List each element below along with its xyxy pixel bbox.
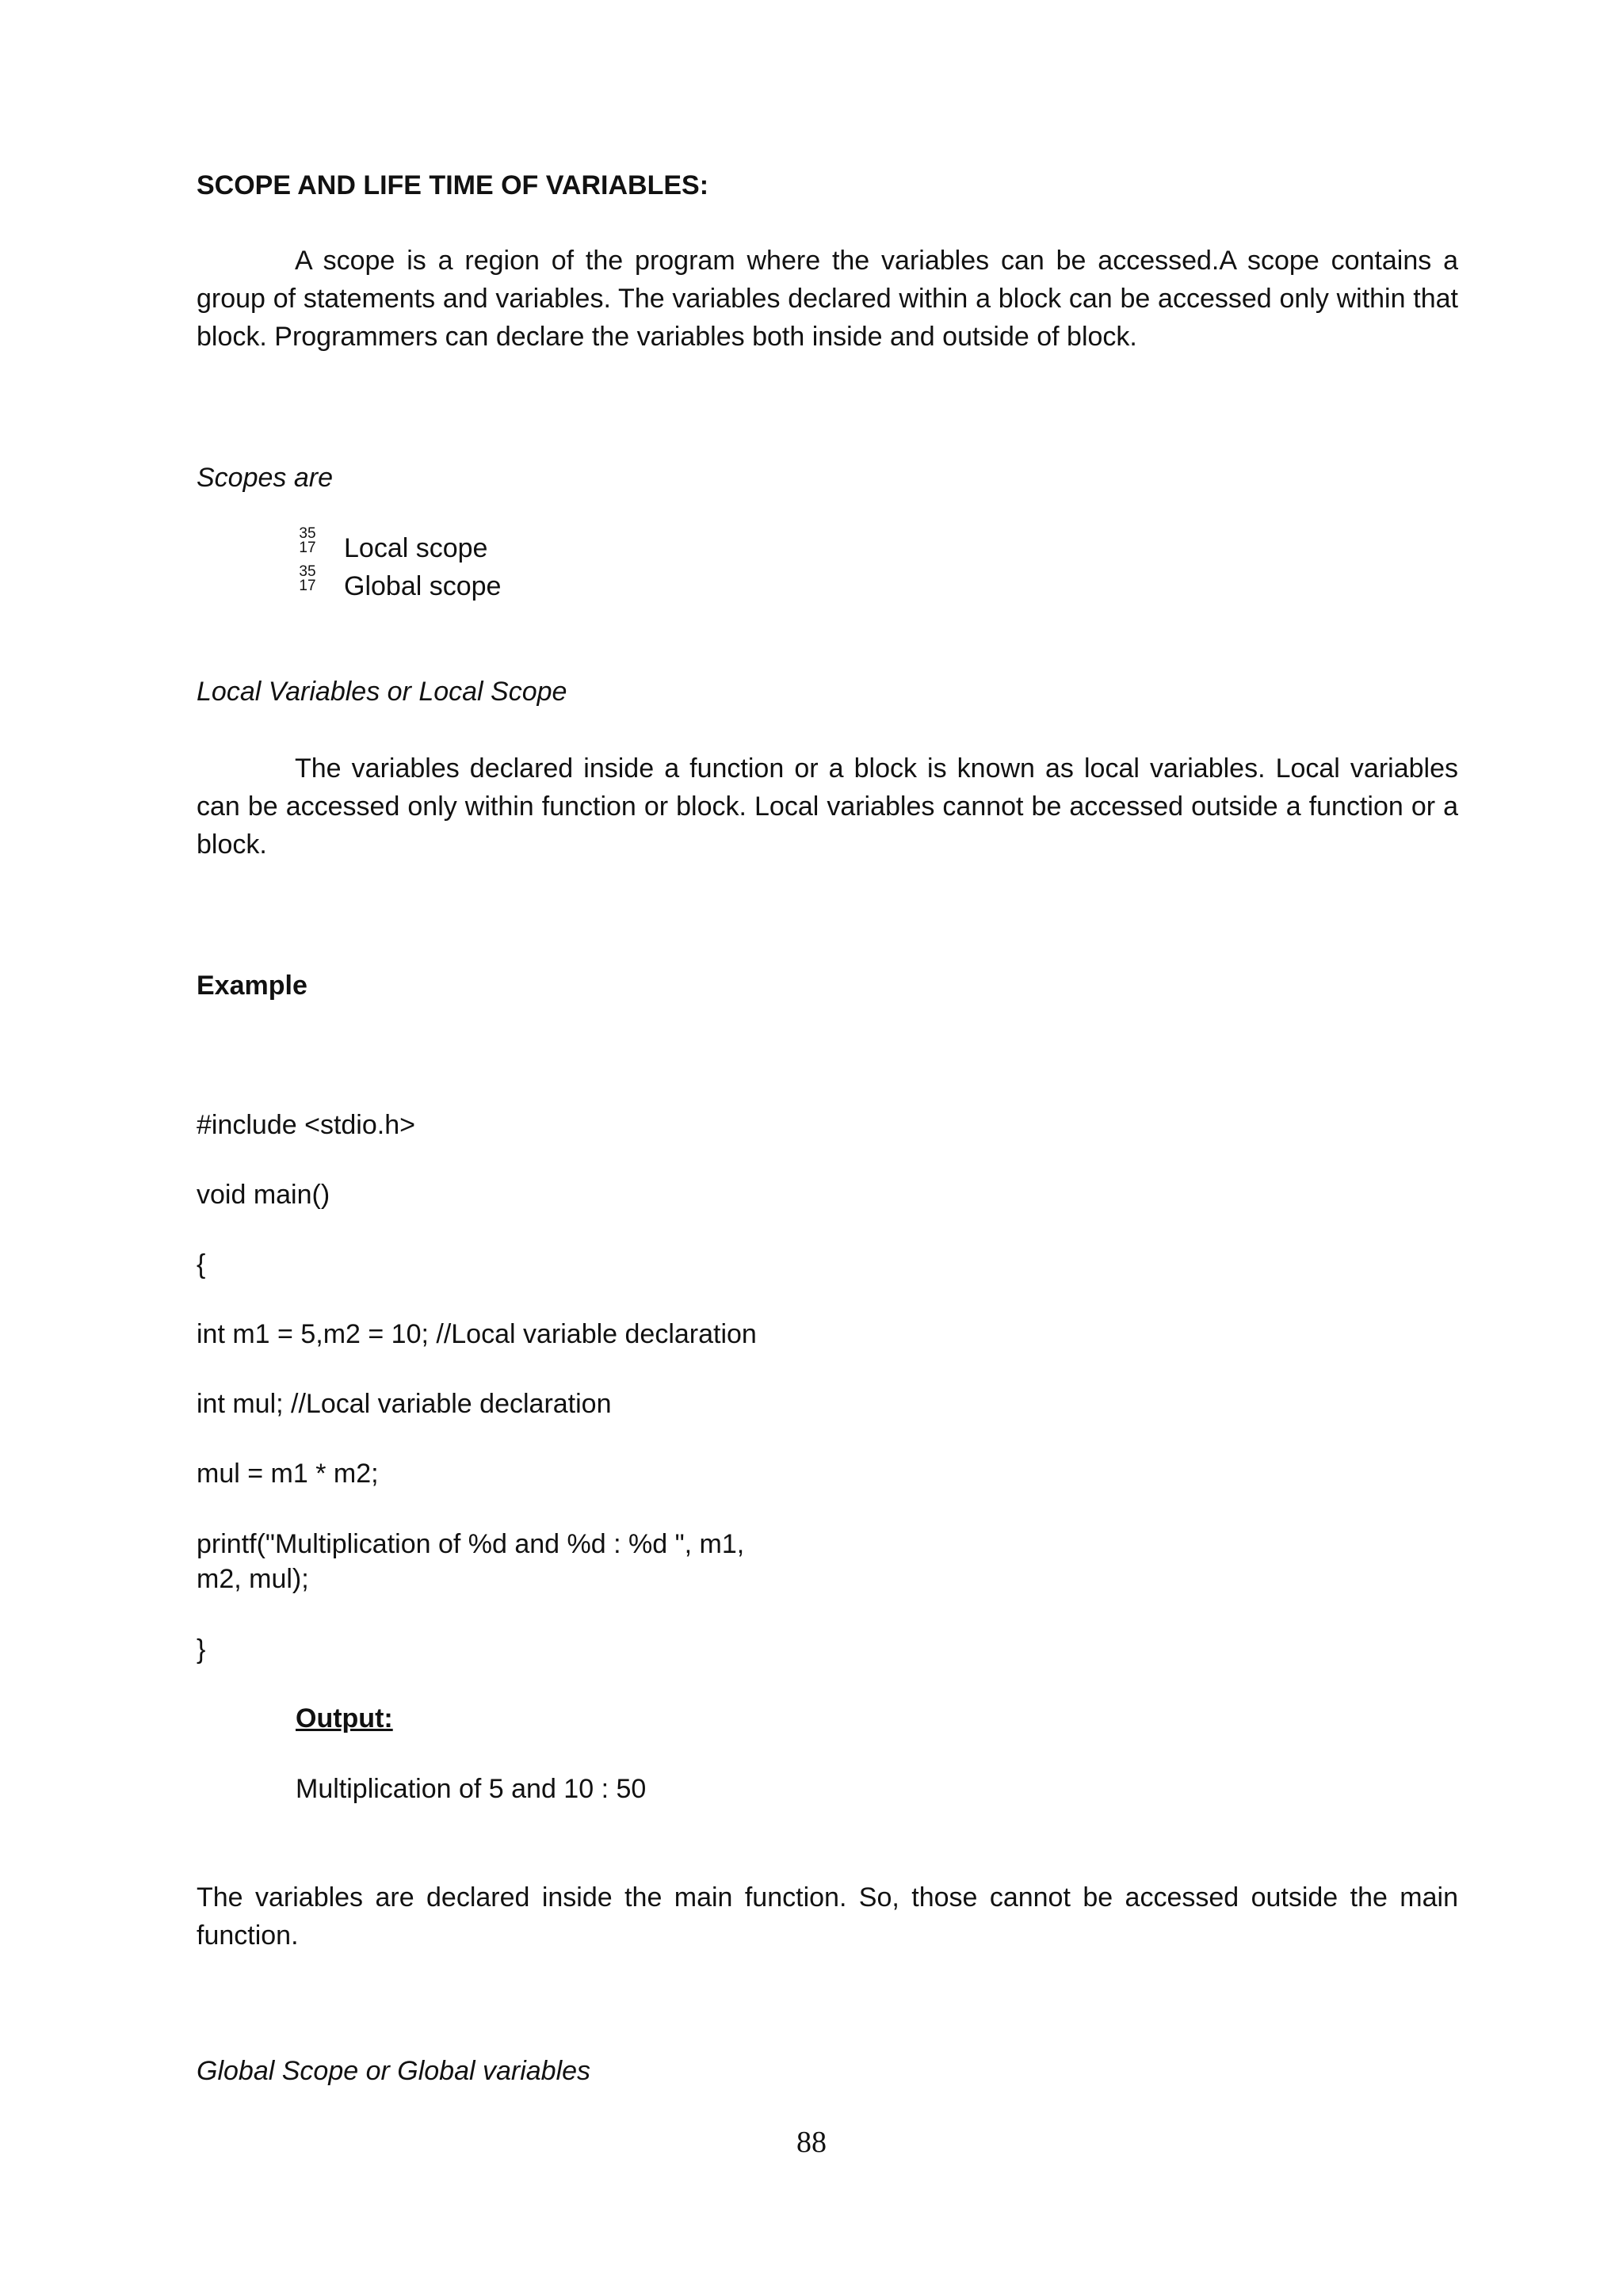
code-line: printf("Multiplication of %d and %d : %d ", m1, <box>197 1529 745 1559</box>
section-heading: SCOPE AND LIFE TIME OF VARIABLES: <box>197 170 709 200</box>
output-text: Multiplication of 5 and 10 : 50 <box>296 1774 647 1804</box>
intro-paragraph-text: A scope is a region of the program where the variables can be accessed.A scope contains a group of statements and variables. The variables declared within a block can be accessed only within that block. Programmers can declare the variables both inside and outside of block. <box>197 246 1458 352</box>
code-line: } <box>197 1634 206 1665</box>
output-label: Output: <box>296 1703 393 1733</box>
local-scope-paragraph <box>197 749 1458 864</box>
page-number: 88 <box>796 2126 827 2159</box>
example-label: Example <box>197 971 307 1001</box>
scopes-label: Scopes are <box>197 463 333 493</box>
code-line: int mul; //Local variable declaration <box>197 1389 612 1419</box>
list-item-global-scope: Global scope <box>344 571 502 601</box>
code-line: { <box>197 1249 206 1280</box>
local-scope-paragraph-text: The variables declared inside a function or a block is known as local variables. Local variables can be accessed only within function or block. Local variables cannot be accessed outside a function or a block. <box>197 753 1458 860</box>
code-line: mul = m1 * m2; <box>197 1459 379 1489</box>
global-scope-heading: Global Scope or Global variables <box>197 2056 591 2086</box>
closing-paragraph: The variables are declared inside the main function. So, those cannot be accessed outside the main function. <box>197 1882 1458 1951</box>
code-line: void main() <box>197 1180 330 1210</box>
code-line: int m1 = 5,m2 = 10; //Local variable declaration <box>197 1319 757 1349</box>
code-line: #include <stdio.h> <box>197 1110 415 1140</box>
bullet-marker: 35 17 <box>299 525 316 556</box>
intro-paragraph <box>197 242 1458 356</box>
code-line: m2, mul); <box>197 1564 309 1594</box>
local-scope-heading: Local Variables or Local Scope <box>197 677 567 707</box>
list-item-local-scope: Local scope <box>344 533 488 563</box>
bullet-marker: 35 17 <box>299 563 316 594</box>
